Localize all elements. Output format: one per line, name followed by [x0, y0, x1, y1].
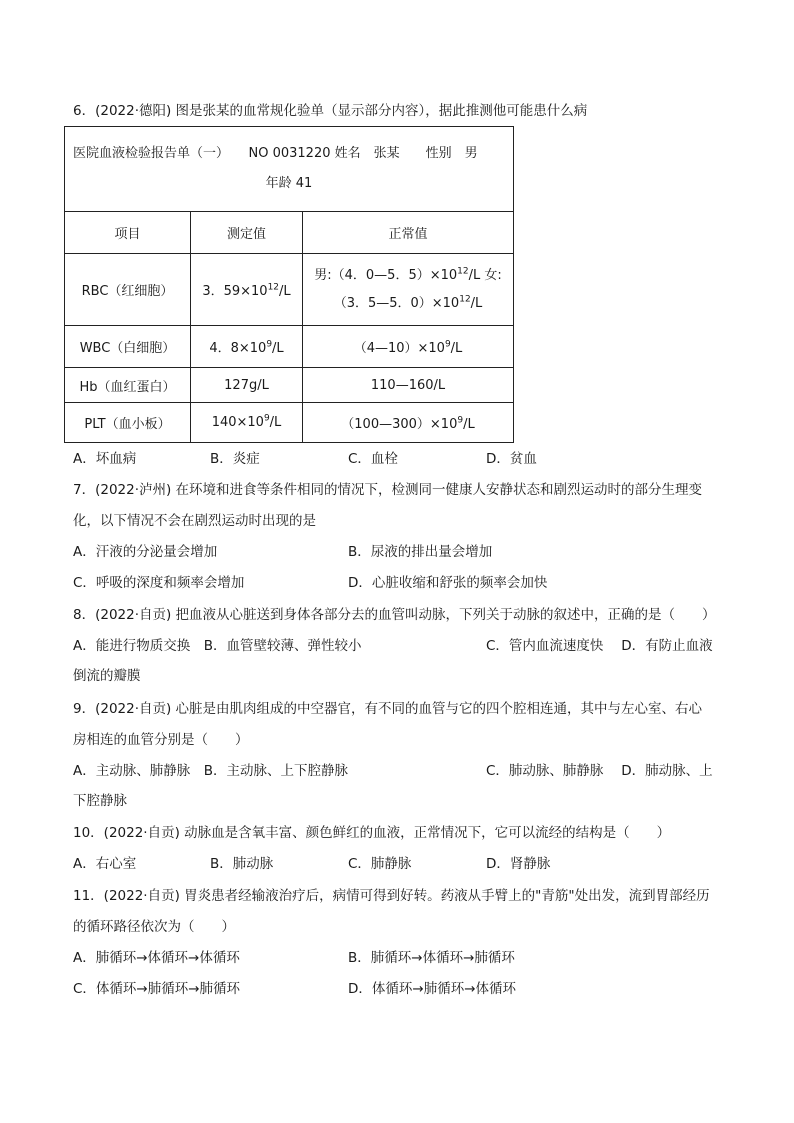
q7-option-a: A．汗液的分泌量会增加 [73, 544, 218, 560]
row-item: WBC（白细胞） [65, 326, 191, 368]
table-row [65, 326, 514, 368]
q7-option-b: B．尿液的排出量会增加 [348, 544, 493, 560]
q6-option-d: D．贫血 [486, 451, 537, 467]
q11-stem-line1: 11．(2022·自贡) 胃炎患者经输液治疗后，病情可得到好转。药液从手臂上的"青筋"处出发，流到胃部经历 [73, 888, 710, 904]
row-value: 4．$8\times 10^9/L$ [191, 326, 303, 368]
q10-option-b: B．肺动脉 [210, 856, 274, 872]
q8-stem: 8．(2022·自贡) 把血液从心脏送到身体各部分去的血管叫动脉，下列关于动脉的叙述中，正确的是（ ） [73, 607, 716, 623]
q8-options-ab: A．能进行物质交换 B．血管壁较薄、弹性较小 [73, 638, 362, 654]
row-value: 127g/L [191, 368, 303, 403]
report-header [65, 127, 514, 212]
q11-option-a: A．肺循环→体循环→体循环 [73, 950, 240, 966]
table-row [65, 368, 514, 403]
row-normal: 110—160/L [303, 368, 514, 403]
col-header-item: 项目 [65, 212, 191, 254]
row-normal: $(100—300)\times 10^9/L$ [303, 403, 514, 443]
q10-option-c: C．肺静脉 [348, 856, 412, 872]
q9-options-wrap: 下腔静脉 [73, 793, 127, 809]
row-item: PLT（血小板） [65, 403, 191, 443]
q11-stem-line2: 的循环路径依次为（ ） [73, 919, 235, 935]
q10-option-a: A．右心室 [73, 856, 137, 872]
q8-options-cd: C．管内血流速度快 D．有防止血液 [486, 638, 713, 654]
row-item: RBC（红细胞） [65, 254, 191, 326]
blood-report-table [64, 126, 514, 443]
q10-option-d: D．肾静脉 [486, 856, 551, 872]
row-normal: 男:（4．0—5．$5)\times 10^{12}/L$ 女: （3．5—5．$0)\times 10^{12}/L$ [303, 254, 514, 326]
table-row [65, 254, 514, 326]
row-normal: $(4—10)\times 10^9/L$ [303, 326, 514, 368]
row-value: $140\times 10^9/L$ [191, 403, 303, 443]
report-header-line1: 医院血液检验报告单（一） NO 0031220 姓名 张某 性别 男 [73, 146, 478, 161]
q6-option-c: C．血栓 [348, 451, 398, 467]
q7-option-c: C．呼吸的深度和频率会增加 [73, 575, 245, 591]
q10-stem: 10．(2022·自贡) 动脉血是含氧丰富、颜色鲜红的血液，正常情况下，它可以流经的结构是（ ） [73, 825, 671, 841]
col-header-value: 测定值 [191, 212, 303, 254]
q6-option-a: A．坏血病 [73, 451, 137, 467]
q11-option-c: C．体循环→肺循环→肺循环 [73, 981, 241, 997]
q9-options-ab: A．主动脉、肺静脉 B．主动脉、上下腔静脉 [73, 763, 348, 779]
q7-stem-line2: 化，以下情况不会在剧烈运动时出现的是 [73, 513, 316, 529]
q6-option-b: B．炎症 [210, 451, 260, 467]
q7-stem-line1: 7．(2022·泸州) 在环境和进食等条件相同的情况下，检测同一健康人安静状态和剧烈运动时的部分生理变 [73, 482, 703, 498]
q9-options-cd: C．肺动脉、肺静脉 D．肺动脉、上 [486, 763, 713, 779]
q9-stem-line2: 房相连的血管分别是（ ） [73, 732, 249, 748]
col-header-normal: 正常值 [303, 212, 514, 254]
q11-option-d: D．体循环→肺循环→体循环 [348, 981, 517, 997]
q9-stem-line1: 9．(2022·自贡) 心脏是由肌肉组成的中空器官，有不同的血管与它的四个腔相连通，其中与左心室、右心 [73, 701, 703, 717]
table-row [65, 403, 514, 443]
q8-options-wrap: 倒流的瓣膜 [73, 668, 141, 684]
row-value: 3．$59\times 10^{12}/L$ [191, 254, 303, 326]
q6-stem: 6．(2022·德阳) 图是张某的血常规化验单（显示部分内容），据此推测他可能患什么病 [73, 103, 588, 119]
q7-option-d: D．心脏收缩和舒张的频率会加快 [348, 575, 548, 591]
report-header-line2: 年龄 41 [265, 176, 313, 191]
row-item: Hb（血红蛋白） [65, 368, 191, 403]
q11-option-b: B．肺循环→体循环→肺循环 [348, 950, 515, 966]
